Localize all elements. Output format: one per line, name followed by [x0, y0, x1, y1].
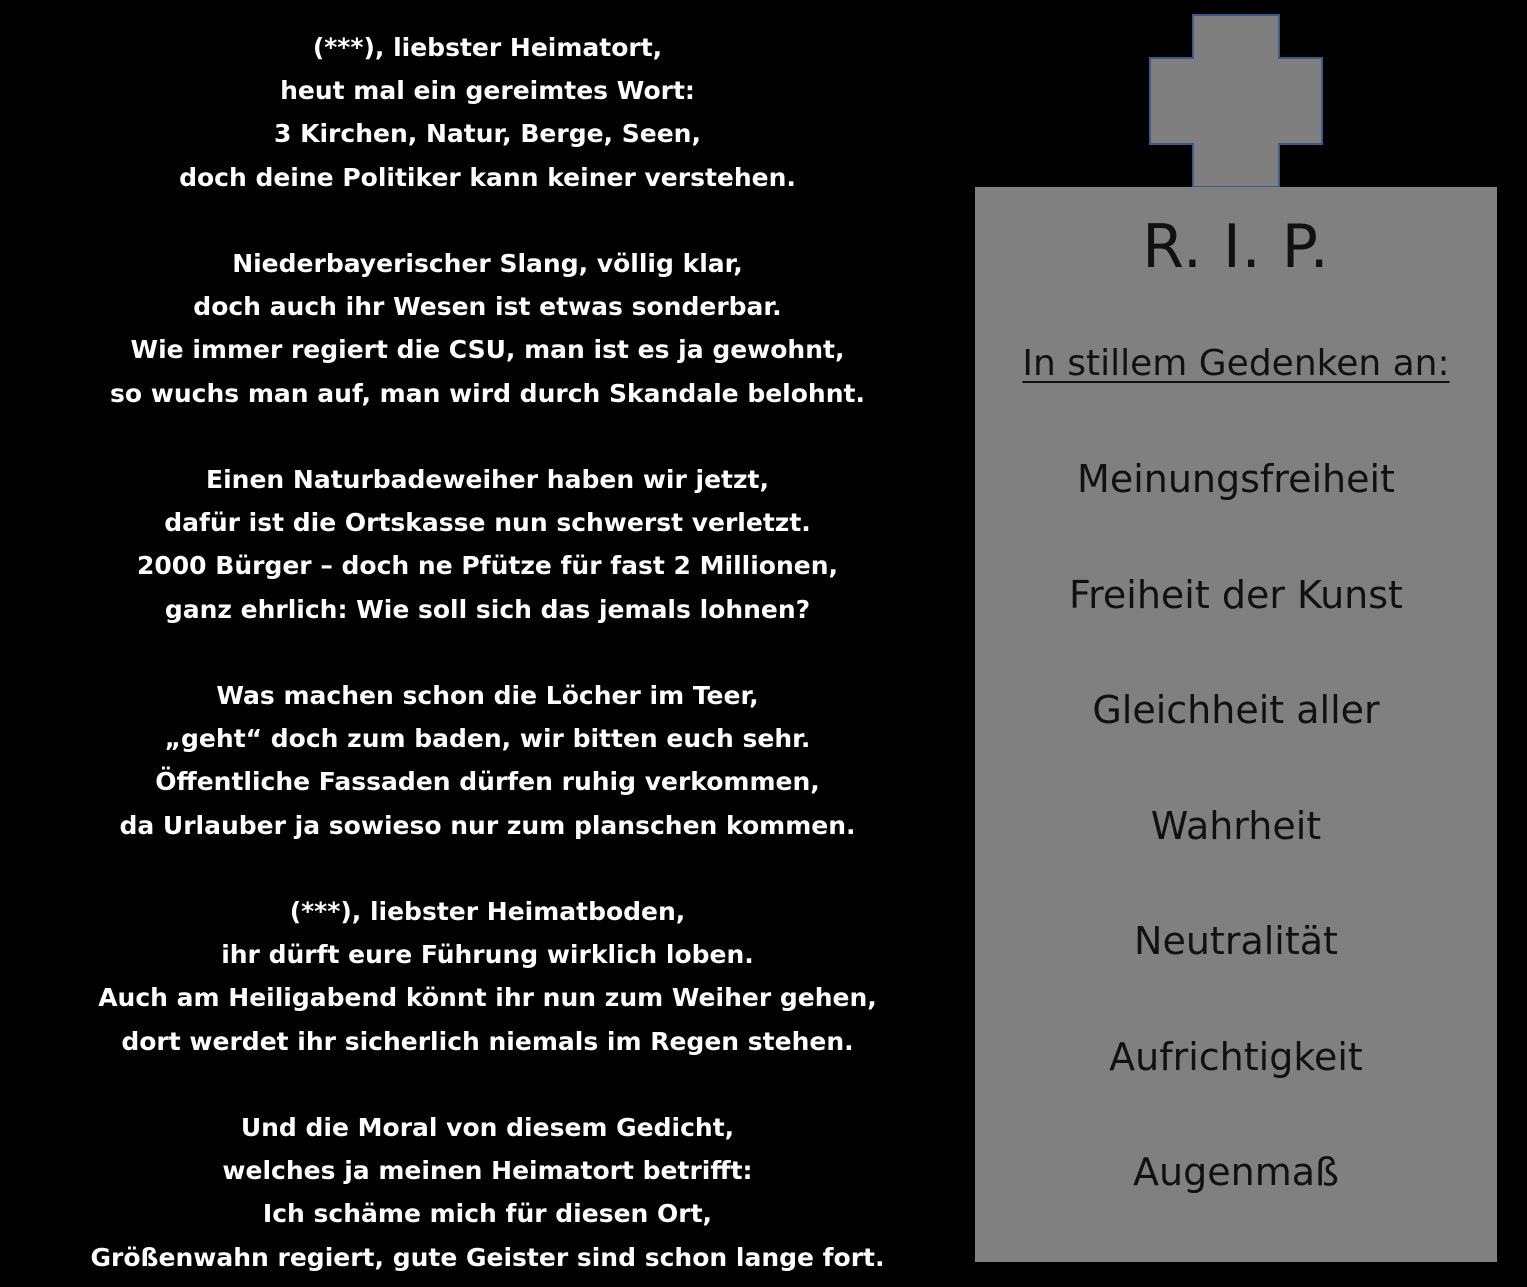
poem-stanza: [40, 1106, 935, 1279]
poem-line: 2000 Bürger – doch ne Pfütze für fast 2 Millionen,: [136, 551, 839, 581]
poem-line: (***), liebster Heimatort,: [312, 33, 663, 62]
memorial-item: Augenmaß: [1133, 1150, 1339, 1194]
poem-line: da Urlauber ja sowieso nur zum planschen kommen.: [119, 810, 856, 840]
poem-line: welches ja meinen Heimatort betrifft:: [222, 1156, 753, 1186]
memorial-item: Wahrheit: [1150, 803, 1322, 848]
poem-stanza: [40, 674, 935, 847]
poem-line: (***), liebster Heimatboden,: [289, 897, 686, 926]
poem-line: Auch am Heiligabend könnt ihr nun zum Weiher gehen,: [98, 983, 877, 1013]
poem-line: Einen Naturbadeweiher haben wir jetzt,: [206, 465, 769, 494]
poem-stanza: [40, 242, 935, 415]
poem-line: Niederbayerischer Slang, völlig klar,: [232, 249, 743, 278]
tombstone-subtitle: In stillem Gedenken an:: [1022, 343, 1450, 384]
memorial-item: Aufrichtigkeit: [1109, 1034, 1363, 1079]
poem-line: „geht“ doch zum baden, wir bitten euch sehr.: [164, 724, 811, 754]
poem-line: Was machen schon die Löcher im Teer,: [216, 681, 759, 710]
poem-line: so wuchs man auf, man wird durch Skandale belohnt.: [110, 378, 865, 408]
poem-line: doch auch ihr Wesen ist etwas sonderbar.: [193, 292, 782, 322]
cross-icon: [1149, 14, 1323, 188]
poem-stanza: [40, 26, 935, 199]
memorial-item: Gleichheit aller: [1092, 688, 1380, 732]
poem-line: Größenwahn regiert, gute Geister sind schon lange fort.: [90, 1242, 885, 1272]
poem-line: dafür ist die Ortskasse nun schwerst verletzt.: [164, 508, 811, 538]
poem-line: Und die Moral von diesem Gedicht,: [240, 1113, 735, 1142]
poem-line: ihr dürft eure Führung wirklich loben.: [221, 940, 754, 970]
poem-line: Ich schäme mich für diesen Ort,: [262, 1199, 713, 1229]
memorial-list: [975, 454, 1497, 1263]
poem-stanza: [40, 890, 935, 1063]
poem-line: ganz ehrlich: Wie soll sich das jemals lohnen?: [164, 594, 811, 624]
poem: [40, 26, 935, 1279]
poem-line: Wie immer regiert die CSU, man ist es ja gewohnt,: [130, 335, 845, 365]
poem-line: Öffentliche Fassaden dürfen ruhig verkommen,: [155, 767, 820, 797]
memorial-item: Freiheit der Kunst: [1069, 572, 1403, 617]
poem-line: heut mal ein gereimtes Wort:: [280, 76, 695, 106]
tombstone-title: R. I. P.: [1142, 212, 1330, 282]
poem-line: dort werdet ihr sicherlich niemals im Regen stehen.: [121, 1026, 854, 1056]
poem-line: 3 Kirchen, Natur, Berge, Seen,: [274, 119, 701, 149]
tombstone: [975, 187, 1497, 1262]
poem-line: doch deine Politiker kann keiner verstehen.: [179, 162, 796, 192]
memorial-item: Meinungsfreiheit: [1077, 457, 1395, 501]
memorial-item: Neutralität: [1134, 919, 1338, 963]
poem-stanza: [40, 458, 935, 631]
